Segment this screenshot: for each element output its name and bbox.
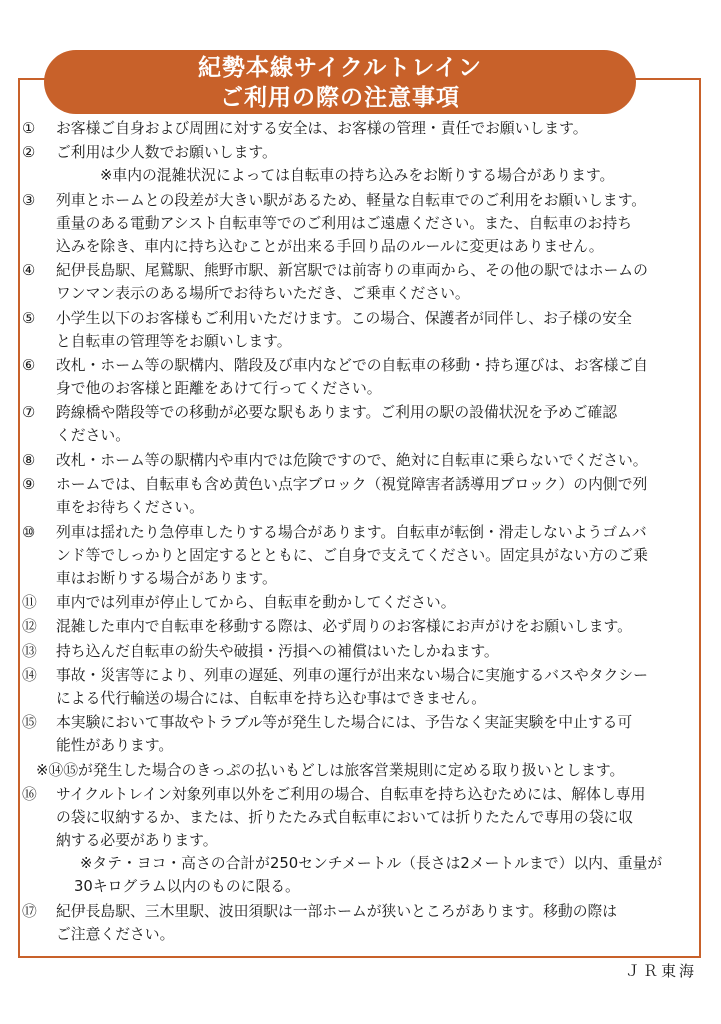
item-number: ⑥	[22, 356, 36, 374]
item-text: 込みを除き、車内に持ち込むことが出来る手回り品のルールに変更はありません。	[56, 237, 604, 255]
item-text: お客様ご自身および周囲に対する安全は、お客様の管理・責任でお願いします。	[56, 120, 588, 137]
item-number: ⑰	[22, 902, 37, 920]
item-text: 重量のある電動アシスト自転車等でのご利用はご遠慮ください。また、自転車のお持ち	[56, 214, 633, 232]
item-text: ワンマン表示のある場所でお待ちいただき、ご乗車ください。	[56, 285, 470, 303]
notice-item-1	[22, 117, 690, 140]
item-number: ③	[22, 191, 36, 209]
item-number: ⑯	[22, 786, 37, 804]
item-number: ⑦	[22, 404, 36, 422]
item-note: ※タテ・ヨコ・高さの合計が250センチメートル（長さは2メートルまで）以内、重量が	[80, 855, 663, 873]
item-text: による代行輸送の場合には、自転車を持ち込む事はできません。	[56, 690, 487, 708]
notice-list	[22, 117, 690, 947]
item-number: ②	[22, 144, 36, 162]
notice-item-6	[22, 354, 690, 400]
notice-item-16	[22, 783, 690, 898]
item-text: 車はお断りする場合があります。	[56, 569, 277, 587]
item-text: 身で他のお客様と距離をあけて行ってください。	[56, 379, 382, 397]
item-text: ホームでは、自転車も含め黄色い点字ブロック（視覚障害者誘導用ブロック）の内側で列	[56, 476, 648, 494]
item-note: ※車内の混雑状況によっては自転車の持ち込みをお断りする場合があります。	[100, 167, 615, 185]
item-number: ⑮	[22, 714, 37, 732]
notice-item-14	[22, 664, 690, 710]
notice-item-5	[22, 307, 690, 353]
item-note: 30キログラム以内のものに限る。	[74, 878, 300, 896]
item-number: ⑤	[22, 309, 36, 327]
item-text: 列車は揺れたり急停車したりする場合があります。自転車が転倒・滑走しないようゴムバ	[56, 523, 647, 541]
item-text: 小学生以下のお客様もご利用いただけます。この場合、保護者が同伴し、お子様の安全	[56, 309, 632, 327]
refund-note: ※⑭⑮が発生した場合のきっぷの払いもどしは旅客営業規則に定める取り扱いとします。	[36, 761, 625, 779]
item-text: の袋に収納するか、または、折りたたみ式自転車においては折りたたんで専用の袋に収	[56, 809, 634, 827]
item-text: 列車とホームとの段差が大きい駅があるため、軽量な自転車でのご利用をお願いします。	[56, 191, 647, 209]
item-text: ください。	[56, 427, 130, 445]
notice-item-17	[22, 900, 690, 946]
item-text: 混雑した車内で自転車を移動する際は、必ず周りのお客様にお声がけをお願いします。	[56, 618, 632, 636]
item-number: ⑧	[22, 451, 36, 469]
notice-item-9	[22, 473, 690, 519]
item-text: 車内では列車が停止してから、自転車を動かしてください。	[56, 593, 456, 611]
item-text: 紀伊長島駅、三木里駅、波田須駅は一部ホームが狭いところがあります。移動の際は	[56, 902, 618, 920]
item-text: ご注意ください。	[56, 925, 175, 943]
notice-item-4	[22, 259, 690, 305]
notice-item-13	[22, 640, 690, 663]
notice-item-12	[22, 615, 690, 638]
item-text: 改札・ホーム等の駅構内、階段及び車内などでの自転車の移動・持ち運びは、お客様ご自	[56, 356, 648, 374]
notice-item-2	[22, 141, 690, 187]
publisher-name: ＪＲ東海	[624, 962, 697, 980]
item-number: ⑩	[22, 523, 36, 541]
notice-item-15	[22, 711, 690, 757]
notice-item-11	[22, 591, 690, 614]
item-text: 事故・災害等により、列車の遅延、列車の運行が出来ない場合に実施するバスやタクシー	[56, 667, 648, 685]
item-number: ④	[22, 262, 36, 280]
item-text: 改札・ホーム等の駅構内や車内では危険ですので、絶対に自転車に乗らないでください。	[56, 451, 648, 469]
item-text: ご利用は少人数でお願いします。	[56, 144, 277, 162]
notice-item-7	[22, 401, 690, 447]
item-text: 車をお待ちください。	[56, 499, 204, 517]
item-text: 持ち込んだ自転車の紛失や破損・汚損への補償はいたしかねます。	[56, 642, 499, 660]
item-number: ⑫	[22, 618, 37, 636]
notice-item-3	[22, 189, 690, 258]
title-line-1: 紀勢本線サイクルトレイン	[197, 55, 483, 81]
title-banner	[44, 50, 636, 114]
item-number: ⑬	[22, 642, 37, 660]
item-text: と自転車の管理等をお願いします。	[56, 332, 292, 350]
item-number: ⑭	[22, 667, 37, 685]
item-text: 本実験において事故やトラブル等が発生した場合には、予告なく実証実験を中止する可	[56, 714, 633, 732]
notice-item-8	[22, 449, 690, 472]
item-text: 紀伊長島駅、尾鷲駅、熊野市駅、新宮駅では前寄りの車両から、その他の駅ではホームの	[56, 262, 648, 280]
item-number: ⑪	[22, 593, 37, 611]
item-text: 能性があります。	[56, 737, 174, 755]
item-number: ⑨	[22, 476, 36, 494]
title-line-2: ご利用の際の注意事項	[220, 85, 460, 111]
item-text: サイクルトレイン対象列車以外をご利用の場合、自転車を持ち込むためには、解体し専用	[56, 786, 646, 804]
item-text: 納する必要があります。	[56, 832, 218, 850]
item-number: ①	[22, 120, 36, 137]
item-text: 跨線橋や階段等での移動が必要な駅もあります。ご利用の駅の設備状況を予めご確認	[56, 404, 618, 422]
item-text: ンド等でしっかりと固定するとともに、ご自身で支えてください。固定具がない方のご乗	[56, 546, 648, 564]
notice-item-10	[22, 521, 690, 590]
